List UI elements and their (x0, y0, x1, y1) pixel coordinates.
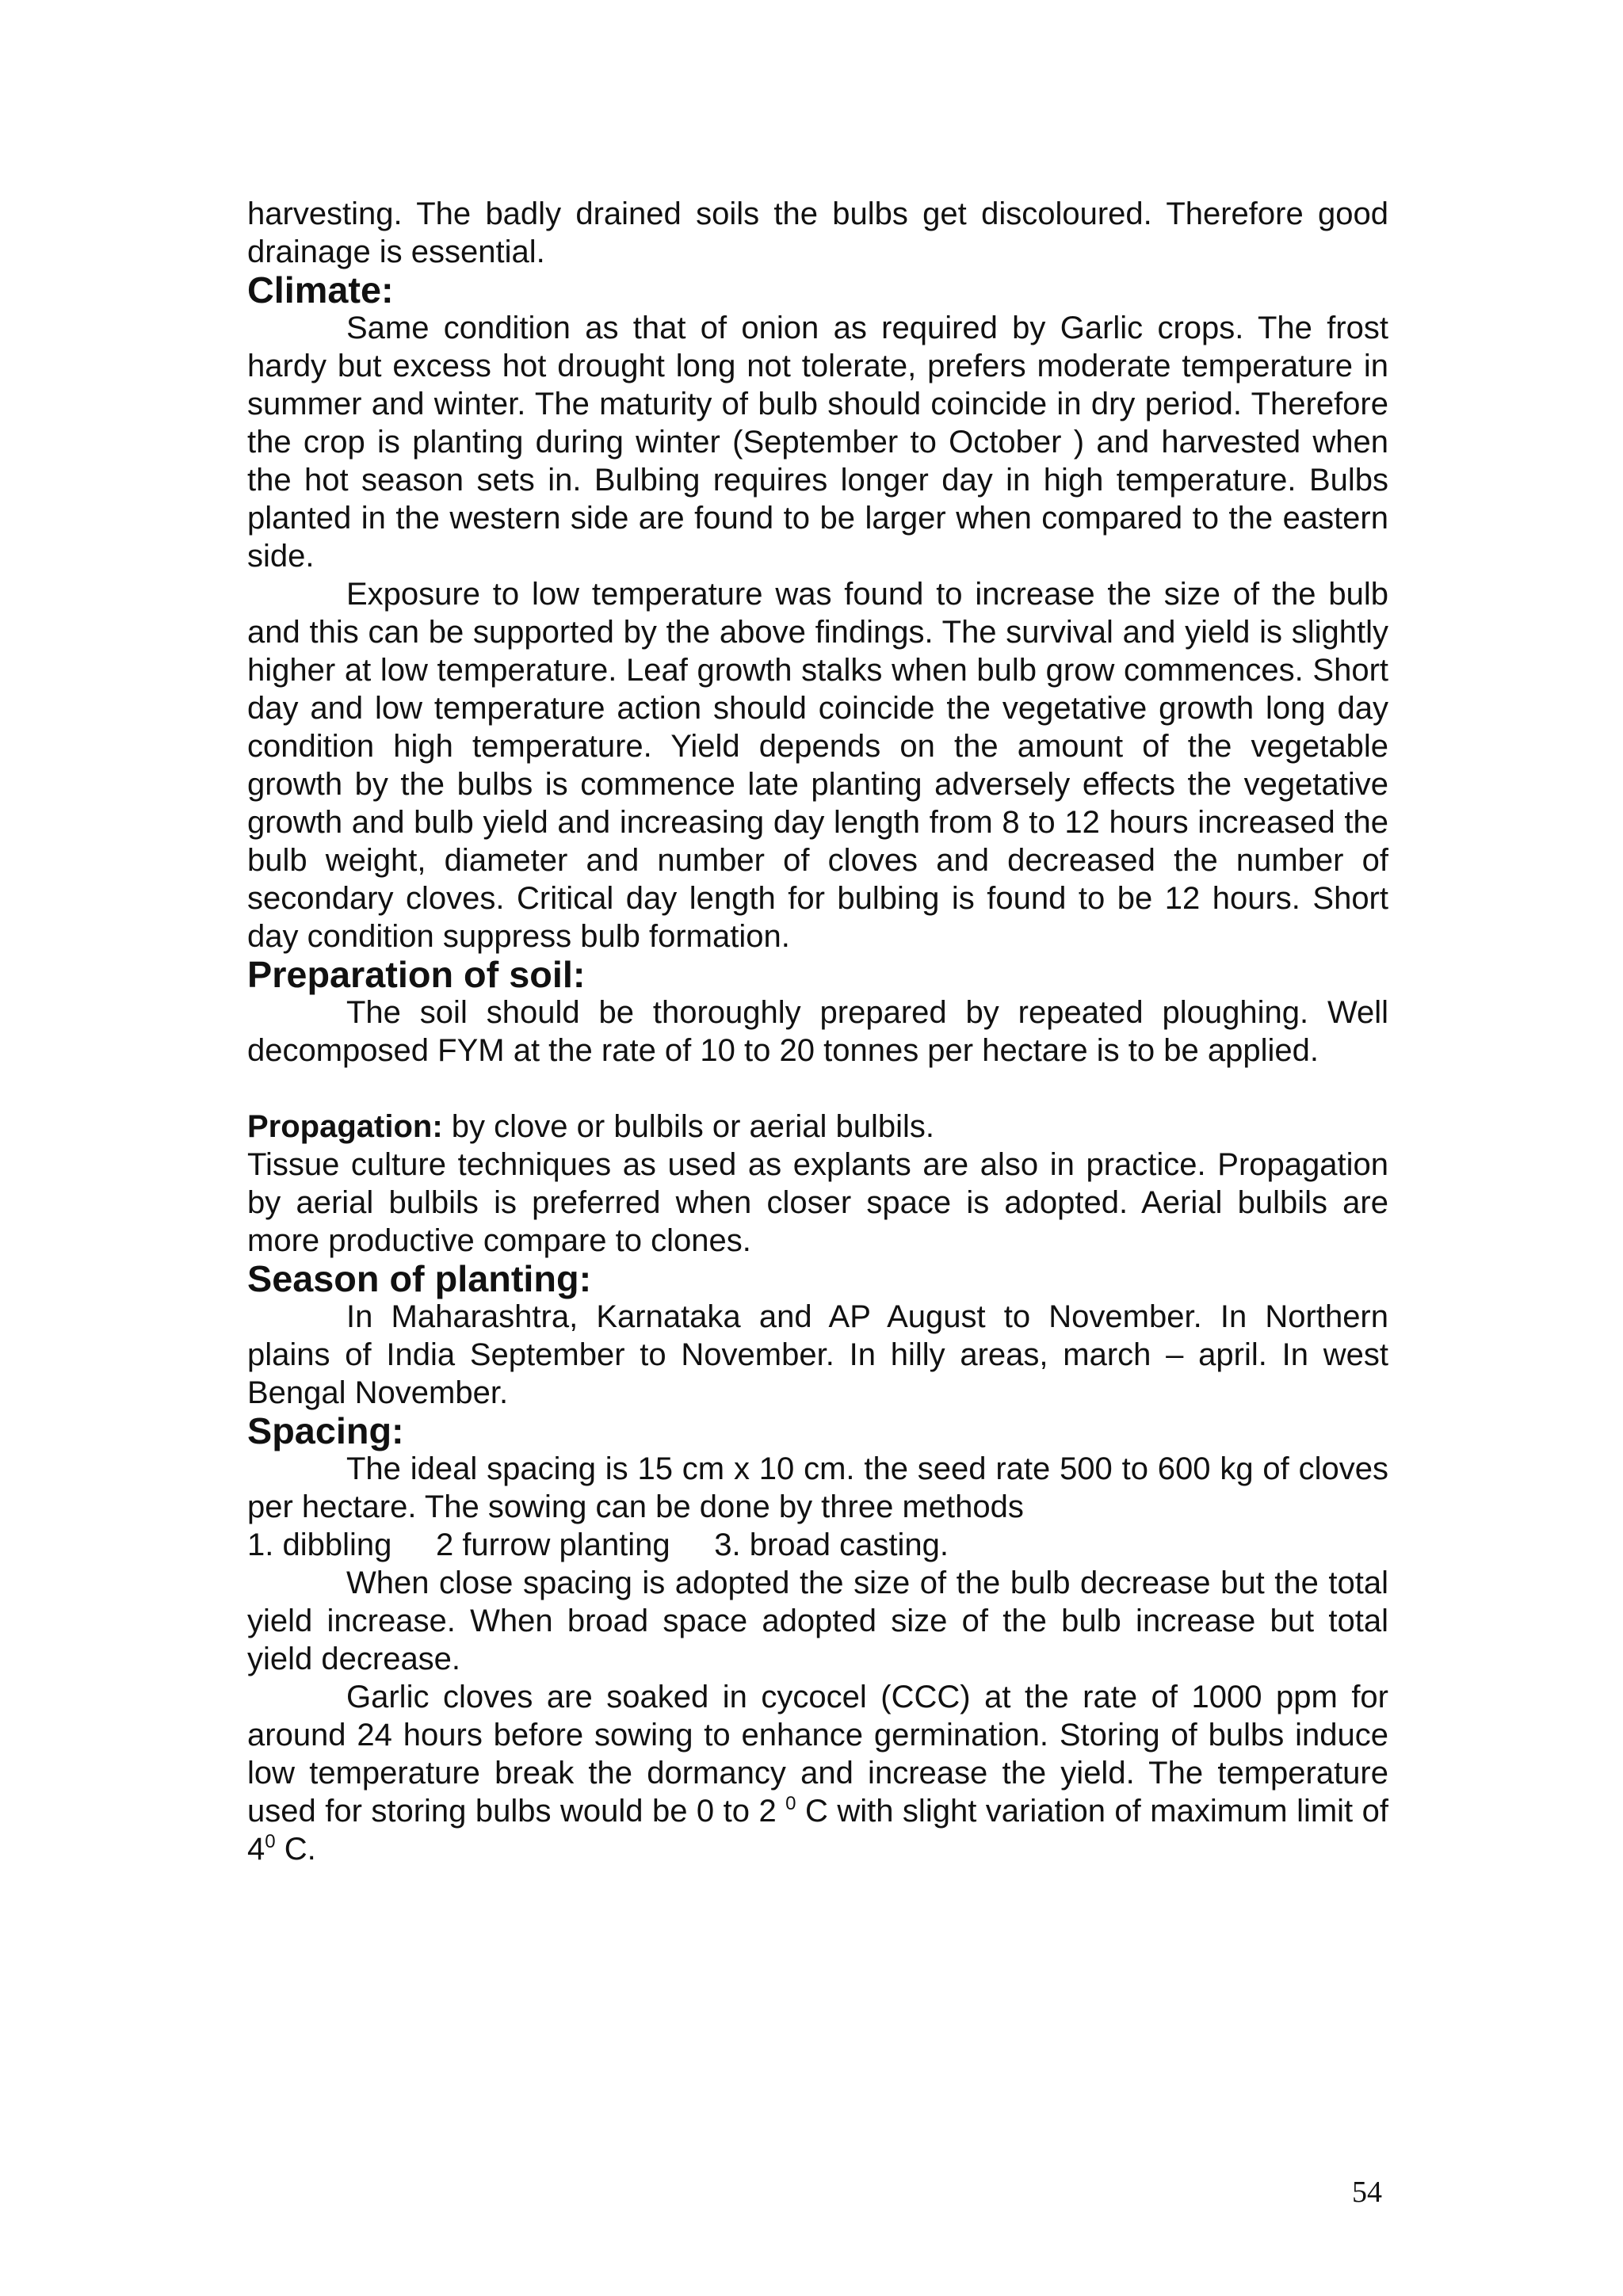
sowing-method-3: 3. broad casting. (714, 1527, 949, 1562)
climate-heading: Climate: (247, 269, 394, 311)
season-paragraph: In Maharashtra, Karnataka and AP August to November. In Northern plains of India September to November. In hilly areas, march – april. In west Bengal November. (247, 1299, 1388, 1410)
propagation-heading: Propagation: (247, 1109, 443, 1144)
spacing-paragraph-2: When close spacing is adopted the size of the bulb decrease but the total yield increase. When broad space adopted size of the bulb increase but total yield decrease. (247, 1566, 1388, 1676)
page-number: 54 (1352, 2176, 1382, 2209)
sowing-methods-list (247, 1526, 1388, 1564)
sowing-method-1: 1. dibbling (247, 1527, 392, 1562)
sowing-method-2: 2 furrow planting (435, 1527, 670, 1562)
spacing-paragraph-3 (247, 1678, 1388, 1868)
climate-paragraph-2: Exposure to low temperature was found to increase the size of the bulb and this can be supported by the above findings. The survival and yield is slightly higher at low temperature. Leaf growth stalks when bulb grow commences. Short day and low temperature action should coincide the vegetative growth long day condition high temperature. Yield depends on the amount of the vegetable growth by the bulbs is commence late planting adversely effects the vegetative growth and bulb yield and increasing day length from 8 to 12 hours increased the bulb weight, diameter and number of cloves and decreased the number of secondary cloves. Critical day length for bulbing is found to be 12 hours. Short day condition suppress bulb formation. (247, 577, 1388, 954)
degree-superscript-1: 0 (785, 1793, 796, 1814)
spacing-p3-text-1: Garlic cloves are soaked in cycocel (CCC) at the rate of 1000 ppm for around 24 hours before sowing to enhance germination. Storing of bulbs induce low temperature break the dormancy and increase the yield. The temperature used for storing bulbs would be 0 to 2 (247, 1680, 1388, 1829)
soil-paragraph: The soil should be thoroughly prepared by repeated ploughing. Well decomposed FYM at the rate of 10 to 20 tonnes per hectare is to be applied. (247, 995, 1388, 1068)
climate-paragraph-1: Same condition as that of onion as required by Garlic crops. The frost hardy but excess hot drought long not tolerate, prefers moderate temperature in summer and winter. The maturity of bulb should coincide in dry period. Therefore the crop is planting during winter (September to October ) and harvested when the hot season sets in. Bulbing requires longer day in high temperature. Bulbs planted in the western side are found to be larger when compared to the eastern side. (247, 311, 1388, 574)
intro-paragraph: harvesting. The badly drained soils the bulbs get discoloured. Therefore good drainage is essential. (247, 196, 1388, 269)
season-heading: Season of planting: (247, 1258, 592, 1299)
degree-superscript-2: 0 (265, 1831, 276, 1852)
spacing-paragraph-1: The ideal spacing is 15 cm x 10 cm. the seed rate 500 to 600 kg of cloves per hectare. The sowing can be done by three methods (247, 1451, 1388, 1524)
propagation-paragraph: Tissue culture techniques as used as explants are also in practice. Propagation by aerial bulbils is preferred when closer space is adopted. Aerial bulbils are more productive compare to clones. (247, 1147, 1388, 1258)
propagation-lead-text: by clove or bulbils or aerial bulbils. (442, 1109, 934, 1144)
propagation-lead (247, 1108, 1388, 1146)
spacing-p3-text-2: C with slight variation of maximum limit of 4 (247, 1794, 1388, 1867)
soil-heading: Preparation of soil: (247, 954, 586, 995)
spacing-heading: Spacing: (247, 1410, 404, 1451)
document-page (247, 195, 1388, 1868)
spacing-p3-text-3: C. (275, 1832, 316, 1867)
